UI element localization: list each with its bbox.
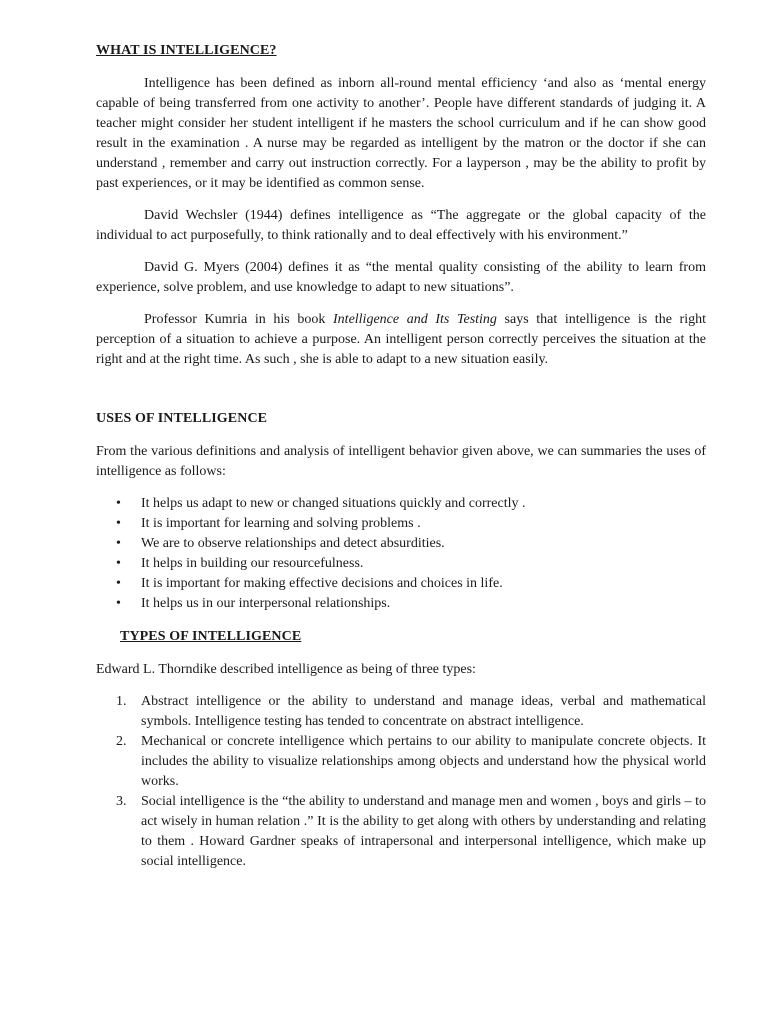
bullet-glyph: • <box>116 496 121 511</box>
list-item <box>116 692 706 732</box>
bullet-glyph: • <box>116 576 121 591</box>
paragraph-types-intro: Edward L. Thorndike described intelligence as being of three types: <box>96 662 476 677</box>
list-item <box>116 554 706 574</box>
list-number: 1. <box>116 694 127 709</box>
list-item-text: We are to observe relationships and detect absurdities. <box>141 536 445 551</box>
list-item-text: It helps us in our interpersonal relationships. <box>141 596 391 611</box>
list-item <box>116 534 706 554</box>
paragraph-wechsler: David Wechsler (1944) defines intelligence as “The aggregate or the global capacity of the individual to act purposefully, to think rationally and to deal effectively with his environment.” <box>96 208 706 243</box>
paragraph-definition: Intelligence has been defined as inborn all-round mental efficiency ‘and also as ‘mental energy capable of being transferred from one activity to another’. People have different standards of judging it. A teacher might consider her student intelligent if he masters the school curriculum and if he can show good result in the examination . A nurse may be regarded as intelligent by the matron or the doctor if she can understand , remember and carry out instruction correctly. For a layperson , may be the ability to profit by past experiences, or it may be identified as common sense. <box>96 76 706 191</box>
list-number: 2. <box>116 734 127 749</box>
list-item-text: It is important for learning and solving problems . <box>141 516 421 531</box>
list-item-text: It is important for making effective decisions and choices in life. <box>141 576 503 591</box>
paragraph-myers: David G. Myers (2004) defines it as “the mental quality consisting of the ability to learn from experience, solve problem, and use knowledge to adapt to new situations”. <box>96 260 706 295</box>
list-item-text: Social intelligence is the “the ability to understand and manage men and women , boys and girls – to act wisely in human relation .” It is the ability to get along with others by understanding and relating to them . Howard Gardner speaks of intrapersonal and interpersonal intelligence, which make up social intelligence. <box>141 794 706 869</box>
list-number: 3. <box>116 794 127 809</box>
bullet-glyph: • <box>116 596 121 611</box>
bullet-glyph: • <box>116 556 121 571</box>
list-item <box>116 732 706 792</box>
heading-what-is-intelligence: WHAT IS INTELLIGENCE? <box>96 43 277 58</box>
list-item <box>116 594 706 614</box>
list-item-text: Mechanical or concrete intelligence which pertains to our ability to manipulate concrete objects. It includes the ability to visualize relationships among objects and understand how the physical world works. <box>141 734 706 789</box>
bullet-glyph: • <box>116 536 121 551</box>
paragraph-uses-intro: From the various definitions and analysis of intelligent behavior given above, we can summaries the uses of intelligence as follows: <box>96 444 706 479</box>
list-item-text: It helps us adapt to new or changed situations quickly and correctly . <box>141 496 526 511</box>
list-item <box>116 514 706 534</box>
types-list <box>96 692 706 872</box>
list-item-text: It helps in building our resourcefulness. <box>141 556 364 571</box>
paragraph-kumria <box>96 310 706 370</box>
bullet-glyph: • <box>116 516 121 531</box>
heading-types-of-intelligence: TYPES OF INTELLIGENCE <box>120 629 302 644</box>
book-title: Intelligence and Its Testing <box>333 312 497 327</box>
list-item <box>116 792 706 872</box>
heading-uses-of-intelligence: USES OF INTELLIGENCE <box>96 411 268 426</box>
list-item <box>116 574 706 594</box>
uses-list <box>96 494 706 614</box>
document-body <box>96 42 706 872</box>
kumria-text-before: Professor Kumria in his book <box>144 312 334 327</box>
list-item <box>116 494 706 514</box>
kumria-text-after: says that intelligence is the right perception of a situation to achieve a purpose. An intelligent person correctly perceives the situation at the right and at the right time. As such , she is able to adapt to a new situation easily. <box>96 312 706 367</box>
list-item-text: Abstract intelligence or the ability to understand and manage ideas, verbal and mathematical symbols. Intelligence testing has tended to concentrate on abstract intelligence. <box>141 694 706 729</box>
